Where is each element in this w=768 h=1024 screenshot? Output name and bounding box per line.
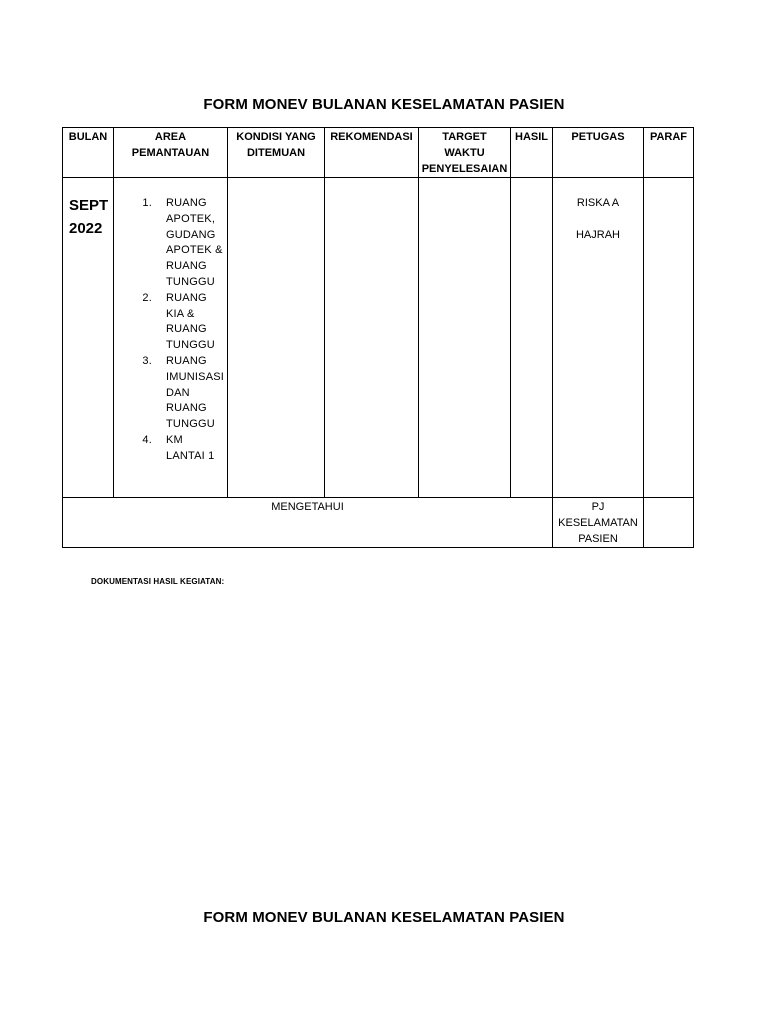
header-petugas: PETUGAS xyxy=(553,128,644,178)
documentation-label: DOKUMENTASI HASIL KEGIATAN: xyxy=(91,577,225,586)
header-area-pemantauan: AREA PEMANTAUAN xyxy=(114,128,228,178)
petugas-name: RISKA A xyxy=(576,197,620,209)
monitoring-table xyxy=(62,127,694,548)
rekomendasi-cell xyxy=(325,178,419,498)
kondisi-cell xyxy=(228,178,325,498)
paraf-cell xyxy=(644,178,694,498)
page-title-repeat: FORM MONEV BULANAN KESELAMATAN PASIEN xyxy=(203,909,565,926)
header-rekomendasi: REKOMENDASI xyxy=(325,128,419,178)
header-target-waktu: TARGET WAKTU PENYELESAIAN xyxy=(419,128,511,178)
bulan-cell: SEPT 2022 xyxy=(63,178,114,498)
footer-paraf-cell xyxy=(644,498,694,548)
target-cell xyxy=(419,178,511,498)
petugas-cell xyxy=(553,178,644,498)
header-hasil: HASIL xyxy=(511,128,553,178)
pj-keselamatan-cell: PJ KESELAMATAN PASIEN xyxy=(553,498,644,548)
petugas-name: HAJRAH xyxy=(575,229,620,241)
header-bulan: BULAN xyxy=(63,128,114,178)
area-cell xyxy=(114,178,228,498)
hasil-cell xyxy=(511,178,553,498)
list-item: 4. KM LANTAI 1 xyxy=(142,433,215,462)
header-kondisi-ditemuan: KONDISI YANG DITEMUAN xyxy=(228,128,325,178)
page-title: FORM MONEV BULANAN KESELAMATAN PASIEN xyxy=(203,96,565,113)
header-paraf: PARAF xyxy=(644,128,694,178)
mengetahui-cell: MENGETAHUI xyxy=(63,498,553,548)
area-list xyxy=(114,178,227,465)
list-item: 1. RUANG APOTEK, GUDANG APOTEK & RUANG TUNGGU xyxy=(142,197,223,288)
table-row xyxy=(63,178,694,498)
list-item: 2. RUANG KIA & RUANG TUNGGU xyxy=(142,291,215,352)
footer-row xyxy=(63,498,694,548)
list-item: 3. RUANG IMUNISASI DAN RUANG TUNGGU xyxy=(142,354,225,431)
